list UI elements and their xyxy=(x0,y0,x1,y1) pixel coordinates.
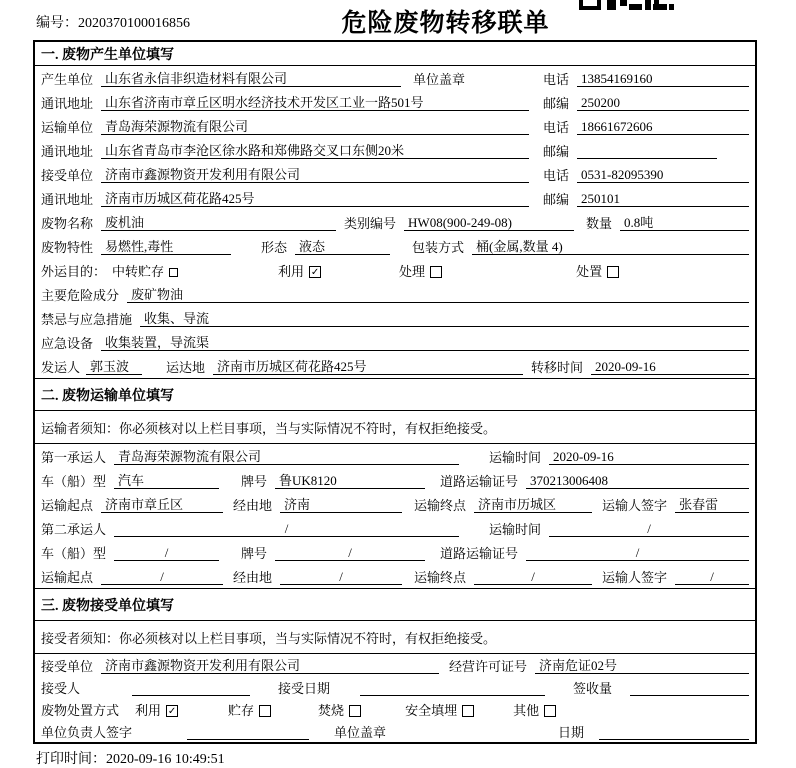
receiver-addr-label: 通讯地址 xyxy=(41,192,94,207)
checkbox-transfer-storage xyxy=(169,268,178,277)
disposal-option-label: 其他 xyxy=(513,703,540,718)
time2-value: / xyxy=(549,521,749,537)
carrier2-value: / xyxy=(114,521,459,537)
section3-heading: 三. 废物接受单位填写 xyxy=(35,589,755,621)
via2-label: 经由地 xyxy=(233,570,273,585)
transporter-addr-label: 通讯地址 xyxy=(41,144,94,159)
qr-code-fragment-icon xyxy=(579,0,674,11)
document-header xyxy=(0,0,796,40)
taboo-value: 收集、导流 xyxy=(140,311,749,327)
accept-date-label: 接受日期 xyxy=(278,681,331,696)
vehicle2-row xyxy=(35,540,755,564)
purpose-row xyxy=(35,258,755,282)
quantity-label: 数量 xyxy=(586,216,613,231)
disposal-option-label: 利用 xyxy=(135,703,162,718)
section2-heading: 二. 废物运输单位填写 xyxy=(35,379,755,411)
receive-notice: 接受者须知：你必须核对以上栏目事项，当与实际情况不符时，有权拒绝接受。 xyxy=(35,621,755,654)
hazard-label: 主要危险成分 xyxy=(41,288,120,303)
purpose-option-treat xyxy=(399,264,442,279)
end1-label: 运输终点 xyxy=(414,498,467,513)
print-time-value: 2020-09-16 10:49:51 xyxy=(106,752,225,767)
purpose-label: 外运目的： xyxy=(41,264,107,279)
license1-value: 370213006408 xyxy=(526,473,749,489)
sign2-label: 运输人签字 xyxy=(602,570,668,585)
waste-trait-row xyxy=(35,234,755,258)
disposal-option-utilize xyxy=(135,703,178,718)
taboo-row xyxy=(35,306,755,330)
transporter-address-row xyxy=(35,138,755,162)
dest-value: 济南市历城区荷花路425号 xyxy=(213,359,523,375)
end2-label: 运输终点 xyxy=(414,570,467,585)
carrier1-value: 青岛海荣源物流有限公司 xyxy=(114,449,459,465)
checkbox-disposal-incinerate xyxy=(349,705,361,717)
checkbox-disposal-landfill xyxy=(462,705,474,717)
dest-label: 运达地 xyxy=(166,360,206,375)
transport-notice: 运输者须知：你必须核对以上栏目事项，当与实际情况不符时，有权拒绝接受。 xyxy=(35,411,755,444)
origin2-label: 运输起点 xyxy=(41,570,94,585)
via1-value: 济南 xyxy=(280,497,402,513)
receiver-addr-value: 济南市历城区荷花路425号 xyxy=(101,191,529,207)
head-sign-value xyxy=(187,724,309,740)
disposal-label: 废物处置方式 xyxy=(41,703,120,718)
producer-addr-label: 通讯地址 xyxy=(41,96,94,111)
vehicle1-label: 车（船）型 xyxy=(41,474,107,489)
equipment-value: 收集装置，导流渠 xyxy=(101,335,749,351)
receiver-zip-label: 邮编 xyxy=(542,192,569,207)
receive-unit-label: 接受单位 xyxy=(41,659,94,674)
print-time-label: 打印时间： xyxy=(36,752,106,767)
category-value: HW08(900-249-08) xyxy=(404,215,574,231)
taboo-label: 禁忌与应急措施 xyxy=(41,312,133,327)
receiver-label: 接受单位 xyxy=(41,168,94,183)
unit-seal-label: 单位盖章 xyxy=(334,725,387,740)
checkbox-dispose xyxy=(607,266,619,278)
date-label: 日期 xyxy=(558,725,585,740)
disposal-option-incinerate xyxy=(318,703,361,718)
seal-label: 单位盖章 xyxy=(413,72,466,87)
transporter-phone-label: 电话 xyxy=(542,120,569,135)
head-sign-label: 单位负责人签字 xyxy=(41,725,133,740)
transporter-phone-value: 18661672606 xyxy=(577,119,749,135)
receiver-phone-label: 电话 xyxy=(542,168,569,183)
license1-label: 道路运输证号 xyxy=(440,474,519,489)
vehicle1-row xyxy=(35,468,755,492)
producer-label: 产生单位 xyxy=(41,72,94,87)
receiver-row xyxy=(35,162,755,186)
carrier2-row xyxy=(35,516,755,540)
origin2-value: / xyxy=(101,569,223,585)
trait-value: 易燃性,毒性 xyxy=(101,239,231,255)
origin1-label: 运输起点 xyxy=(41,498,94,513)
carrier1-row xyxy=(35,444,755,468)
section-producer xyxy=(35,42,755,378)
checkbox-disposal-store xyxy=(259,705,271,717)
checkbox-disposal-other xyxy=(544,705,556,717)
plate1-label: 牌号 xyxy=(241,474,268,489)
purpose-option-utilize xyxy=(278,264,321,279)
purpose-option-label: 中转贮存 xyxy=(112,264,165,279)
route2-row xyxy=(35,564,755,588)
via1-label: 经由地 xyxy=(233,498,273,513)
transporter-value: 青岛海荣源物流有限公司 xyxy=(101,119,529,135)
disposal-option-landfill xyxy=(405,703,474,718)
disposal-option-other xyxy=(513,703,556,718)
checkbox-utilize: ✓ xyxy=(310,267,320,278)
sign1-value: 张春雷 xyxy=(675,497,749,513)
hazard-row xyxy=(35,282,755,306)
section-transport xyxy=(35,378,755,588)
accept-date-value xyxy=(360,680,545,696)
acceptor-value xyxy=(132,680,250,696)
receive-unit-value: 济南市鑫源物资开发利用有限公司 xyxy=(101,658,439,674)
producer-address-row xyxy=(35,90,755,114)
receiver-zip-value: 250101 xyxy=(577,191,749,207)
acceptor-row xyxy=(35,676,755,698)
purpose-option-label: 利用 xyxy=(278,264,305,279)
category-label: 类别编号 xyxy=(344,216,397,231)
purpose-option-transfer-storage xyxy=(112,264,178,279)
date-value xyxy=(599,724,749,740)
form-value: 液态 xyxy=(295,239,390,255)
trait-label: 废物特性 xyxy=(41,240,94,255)
waste-name-row xyxy=(35,210,755,234)
purpose-option-dispose xyxy=(576,264,619,279)
producer-phone-label: 电话 xyxy=(542,72,569,87)
head-sign-row xyxy=(35,720,755,742)
transporter-row xyxy=(35,114,755,138)
hazard-value: 废矿物油 xyxy=(127,287,749,303)
quantity-value: 0.8吨 xyxy=(620,215,749,231)
plate2-value: / xyxy=(275,545,425,561)
purpose-option-label: 处置 xyxy=(576,264,603,279)
transporter-label: 运输单位 xyxy=(41,120,94,135)
packing-label: 包装方式 xyxy=(412,240,465,255)
disposal-row xyxy=(35,698,755,720)
manifest-form xyxy=(33,40,757,744)
shipper-value: 郭玉波 xyxy=(86,359,142,375)
section1-heading: 一. 废物产生单位填写 xyxy=(35,42,755,66)
print-time-line xyxy=(36,748,225,768)
transporter-addr-value: 山东省青岛市李沧区徐水路和郑佛路交叉口东侧20米 xyxy=(101,143,529,159)
transporter-zip-value xyxy=(577,143,717,159)
equipment-label: 应急设备 xyxy=(41,336,94,351)
disposal-option-store xyxy=(228,703,271,718)
checkbox-treat xyxy=(430,266,442,278)
shipper-label: 发运人 xyxy=(41,360,81,375)
page-title: 危险废物转移联单 xyxy=(341,10,550,37)
producer-zip-label: 邮编 xyxy=(542,96,569,111)
sign1-label: 运输人签字 xyxy=(602,498,668,513)
plate1-value: 鲁UK8120 xyxy=(275,473,425,489)
transfer-time-label: 转移时间 xyxy=(531,360,584,375)
route1-row xyxy=(35,492,755,516)
form-label: 形态 xyxy=(261,240,288,255)
end2-value: / xyxy=(474,569,592,585)
license2-label: 道路运输证号 xyxy=(440,546,519,561)
sign-qty-value xyxy=(630,680,749,696)
carrier2-label: 第二承运人 xyxy=(41,522,107,537)
permit-value: 济南危证02号 xyxy=(535,658,749,674)
vehicle2-label: 车（船）型 xyxy=(41,546,107,561)
vehicle1-value: 汽车 xyxy=(114,473,219,489)
sign-qty-label: 签收量 xyxy=(573,681,613,696)
origin1-value: 济南市章丘区 xyxy=(101,497,223,513)
via2-value: / xyxy=(280,569,402,585)
equipment-row xyxy=(35,330,755,354)
producer-row xyxy=(35,66,755,90)
carrier1-label: 第一承运人 xyxy=(41,450,107,465)
purpose-option-label: 处理 xyxy=(399,264,426,279)
serial-value: 2020370100016856 xyxy=(78,16,190,31)
disposal-option-label: 贮存 xyxy=(228,703,255,718)
receiver-value: 济南市鑫源物资开发利用有限公司 xyxy=(101,167,529,183)
packing-value: 桶(金属,数量 4) xyxy=(472,239,749,255)
disposal-option-label: 安全填埋 xyxy=(405,703,458,718)
vehicle2-value: / xyxy=(114,545,219,561)
transporter-zip-label: 邮编 xyxy=(542,144,569,159)
producer-phone-value: 13854169160 xyxy=(577,71,749,87)
receiver-phone-value: 0531-82095390 xyxy=(577,167,749,183)
shipper-row xyxy=(35,354,755,378)
receiver-address-row xyxy=(35,186,755,210)
section-receive xyxy=(35,588,755,742)
checkbox-disposal-utilize: ✓ xyxy=(167,706,177,717)
end1-value: 济南市历城区 xyxy=(474,497,592,513)
time2-label: 运输时间 xyxy=(489,522,542,537)
waste-name-label: 废物名称 xyxy=(41,216,94,231)
waste-name-value: 废机油 xyxy=(101,215,336,231)
plate2-label: 牌号 xyxy=(241,546,268,561)
serial-label: 编号： xyxy=(36,16,78,31)
producer-value: 山东省永信非织造材料有限公司 xyxy=(101,71,401,87)
time1-label: 运输时间 xyxy=(489,450,542,465)
license2-value: / xyxy=(526,545,749,561)
receive-unit-row xyxy=(35,654,755,676)
time1-value: 2020-09-16 xyxy=(549,449,749,465)
transfer-time-value: 2020-09-16 xyxy=(591,359,749,375)
acceptor-label: 接受人 xyxy=(41,681,81,696)
sign2-value: / xyxy=(675,569,749,585)
disposal-option-label: 焚烧 xyxy=(318,703,345,718)
permit-label: 经营许可证号 xyxy=(449,659,528,674)
producer-addr-value: 山东省济南市章丘区明水经济技术开发区工业一路501号 xyxy=(101,95,529,111)
producer-zip-value: 250200 xyxy=(577,95,749,111)
